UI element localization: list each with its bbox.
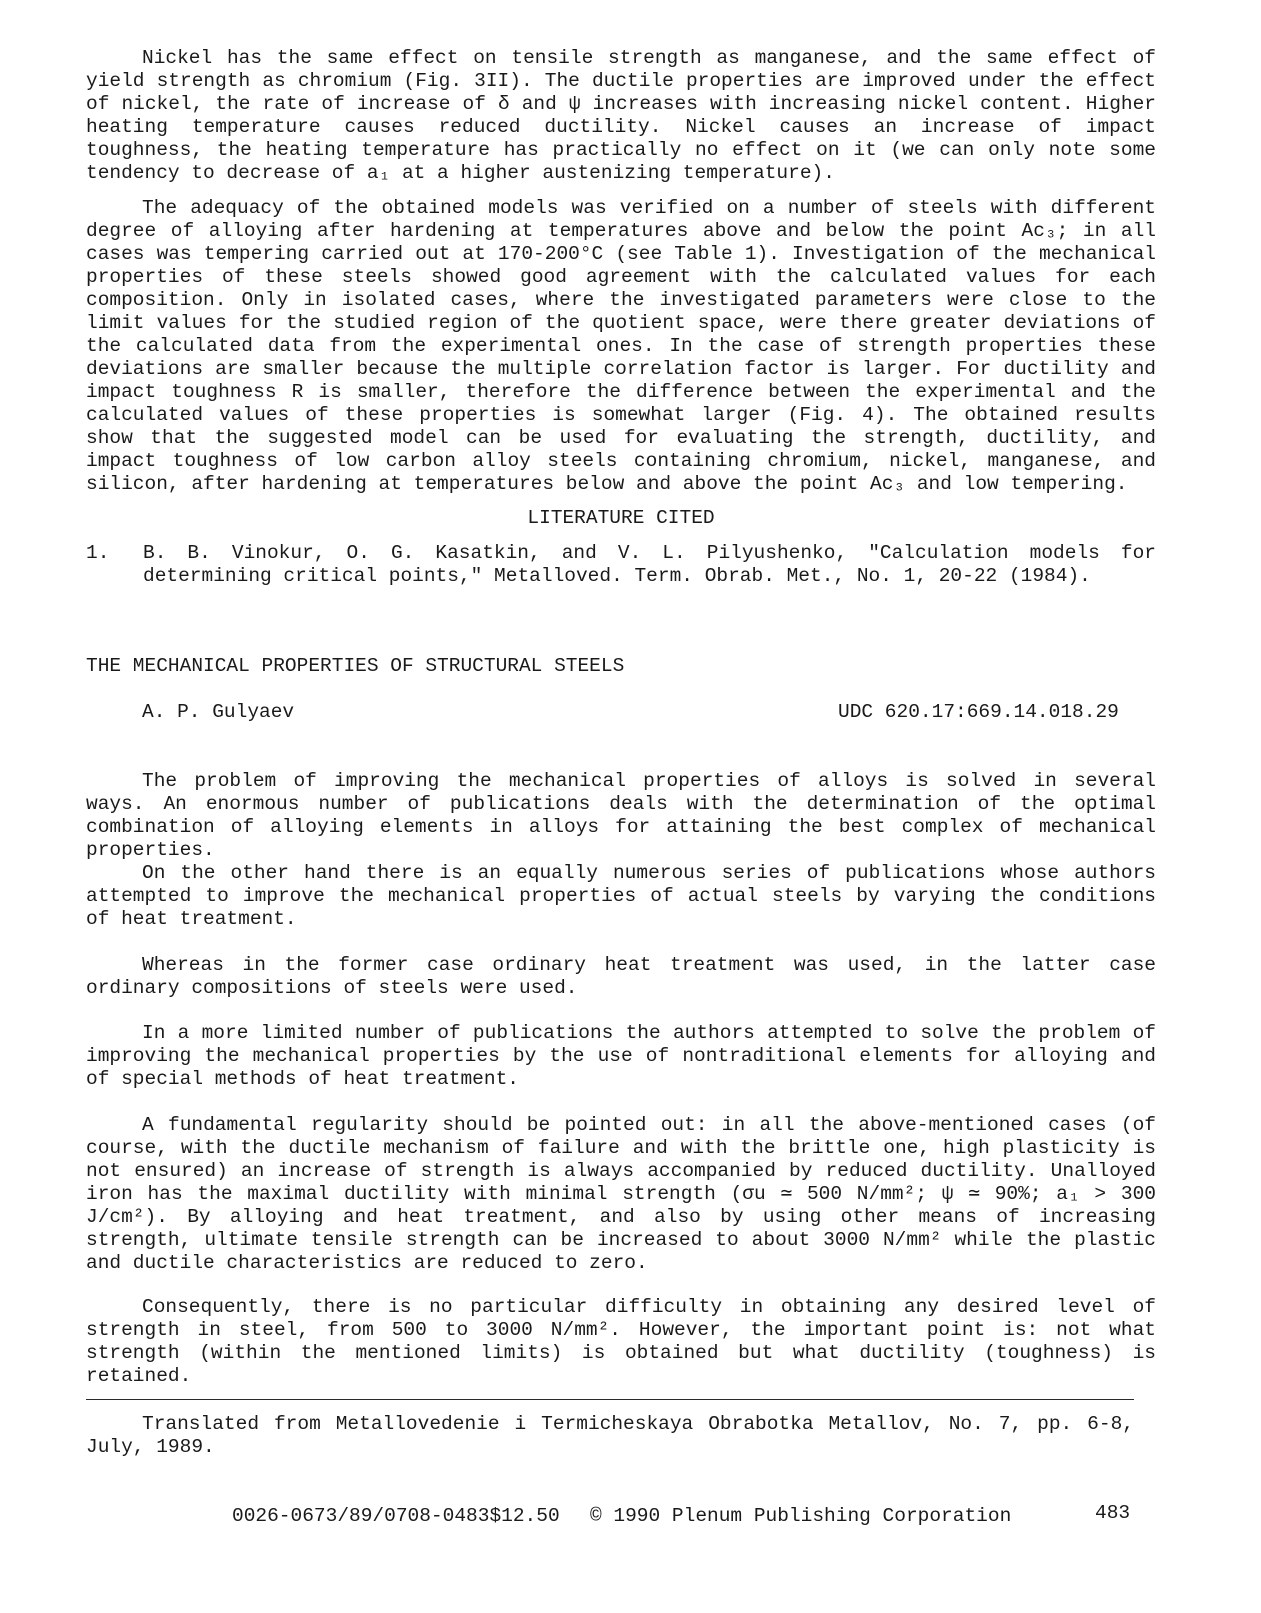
article-paragraph-1: The problem of improving the mechanical properties of alloys is solved in several ways. An enormous number of publications deals with the determination of the optimal combination of alloying elements in alloys for attaining the best complex of mechanical properties. — [86, 770, 1156, 861]
article-paragraph-2: On the other hand there is an equally numerous series of publications whose authors attempted to improve the mechanical properties of actual steels by varying the conditions of heat treatment. — [86, 862, 1156, 930]
page-number: 483 — [1095, 1502, 1131, 1524]
udc-code: UDC 620.17:669.14.018.29 — [838, 701, 1119, 723]
footer-code: 0026-0673/89/0708-0483$12.50 — [232, 1505, 560, 1527]
literature-cited-heading: LITERATURE CITED — [527, 507, 715, 529]
translation-footnote: Translated from Metallovedenie i Termicheskaya Obrabotka Metallov, No. 7, pp. 6-8, July, 1989. — [86, 1413, 1134, 1458]
article-paragraph-4: In a more limited number of publications the authors attempted to solve the problem of improving the mechanical properties by the use of nontraditional elements for alloying and of special methods of heat treatment. — [86, 1022, 1156, 1090]
reference-item — [86, 542, 1156, 588]
reference-number: 1. — [86, 542, 110, 564]
body-paragraph-adequacy: The adequacy of the obtained models was verified on a number of steels with different degree of alloying after hardening at temperatures above and below the point Ac₃; in all cases was tempering carried out at 170-200°C (see Table 1). Investigation of the mechanical properties of these steels showed good agreement with the calculated values for each composition. Only in isolated cases, where the investigated parameters were close to the limit values for the studied region of the quotient space, were there greater deviations of the calculated data from the experimental ones. In the case of strength properties these deviations are smaller because the multiple correlation factor is larger. For ductility and impact toughness R is smaller, therefore the difference between the experimental and the calculated values of these properties is somewhat larger (Fig. 4). The obtained results show that the suggested model can be used for evaluating the strength, ductility, and impact toughness of low carbon alloy steels containing chromium, nickel, manganese, and silicon, after hardening at temperatures below and above the point Ac₃ and low tempering. — [86, 197, 1156, 495]
article-author: A. P. Gulyaev — [142, 701, 295, 723]
article-paragraph-6: Consequently, there is no particular difficulty in obtaining any desired level of strength in steel, from 500 to 3000 N/mm². However, the important point is: not what strength (within the mentioned limits) is obtained but what ductility (toughness) is retained. — [86, 1296, 1156, 1387]
article-paragraph-5: A fundamental regularity should be pointed out: in all the above-mentioned cases (of course, with the ductile mechanism of failure and with the brittle one, high plasticity is not ensured) an increase of strength is always accompanied by reduced ductility. Unalloyed iron has the maximal ductility with minimal strength (σu ≃ 500 N/mm²; ψ ≃ 90%; a₁ > 300 J/cm²). By alloying and heat treatment, and also by using other means of increasing strength, ultimate tensile strength can be increased to about 3000 N/mm² while the plastic and ductile characteristics are reduced to zero. — [86, 1114, 1156, 1274]
article-paragraph-3: Whereas in the former case ordinary heat treatment was used, in the latter case ordinary compositions of steels were used. — [86, 954, 1156, 999]
footnote-divider — [86, 1399, 1134, 1400]
footer-copyright: © 1990 Plenum Publishing Corporation — [590, 1505, 1012, 1527]
body-paragraph-nickel: Nickel has the same effect on tensile strength as manganese, and the same effect of yield strength as chromium (Fig. 3II). The ductile properties are improved under the effect of nickel, the rate of increase of δ and ψ increases with increasing nickel content. Higher heating temperature causes reduced ductility. Nickel causes an increase of impact toughness, the heating temperature has practically no effect on it (we can only note some tendency to decrease of a₁ at a higher austenizing temperature). — [86, 47, 1156, 184]
article-title: THE MECHANICAL PROPERTIES OF STRUCTURAL STEELS — [86, 655, 625, 677]
reference-text: B. B. Vinokur, O. G. Kasatkin, and V. L. Pilyushenko, "Calculation models for determining critical points," Metalloved. Term. Obrab. Met., No. 1, 20-22 (1984). — [143, 542, 1156, 587]
